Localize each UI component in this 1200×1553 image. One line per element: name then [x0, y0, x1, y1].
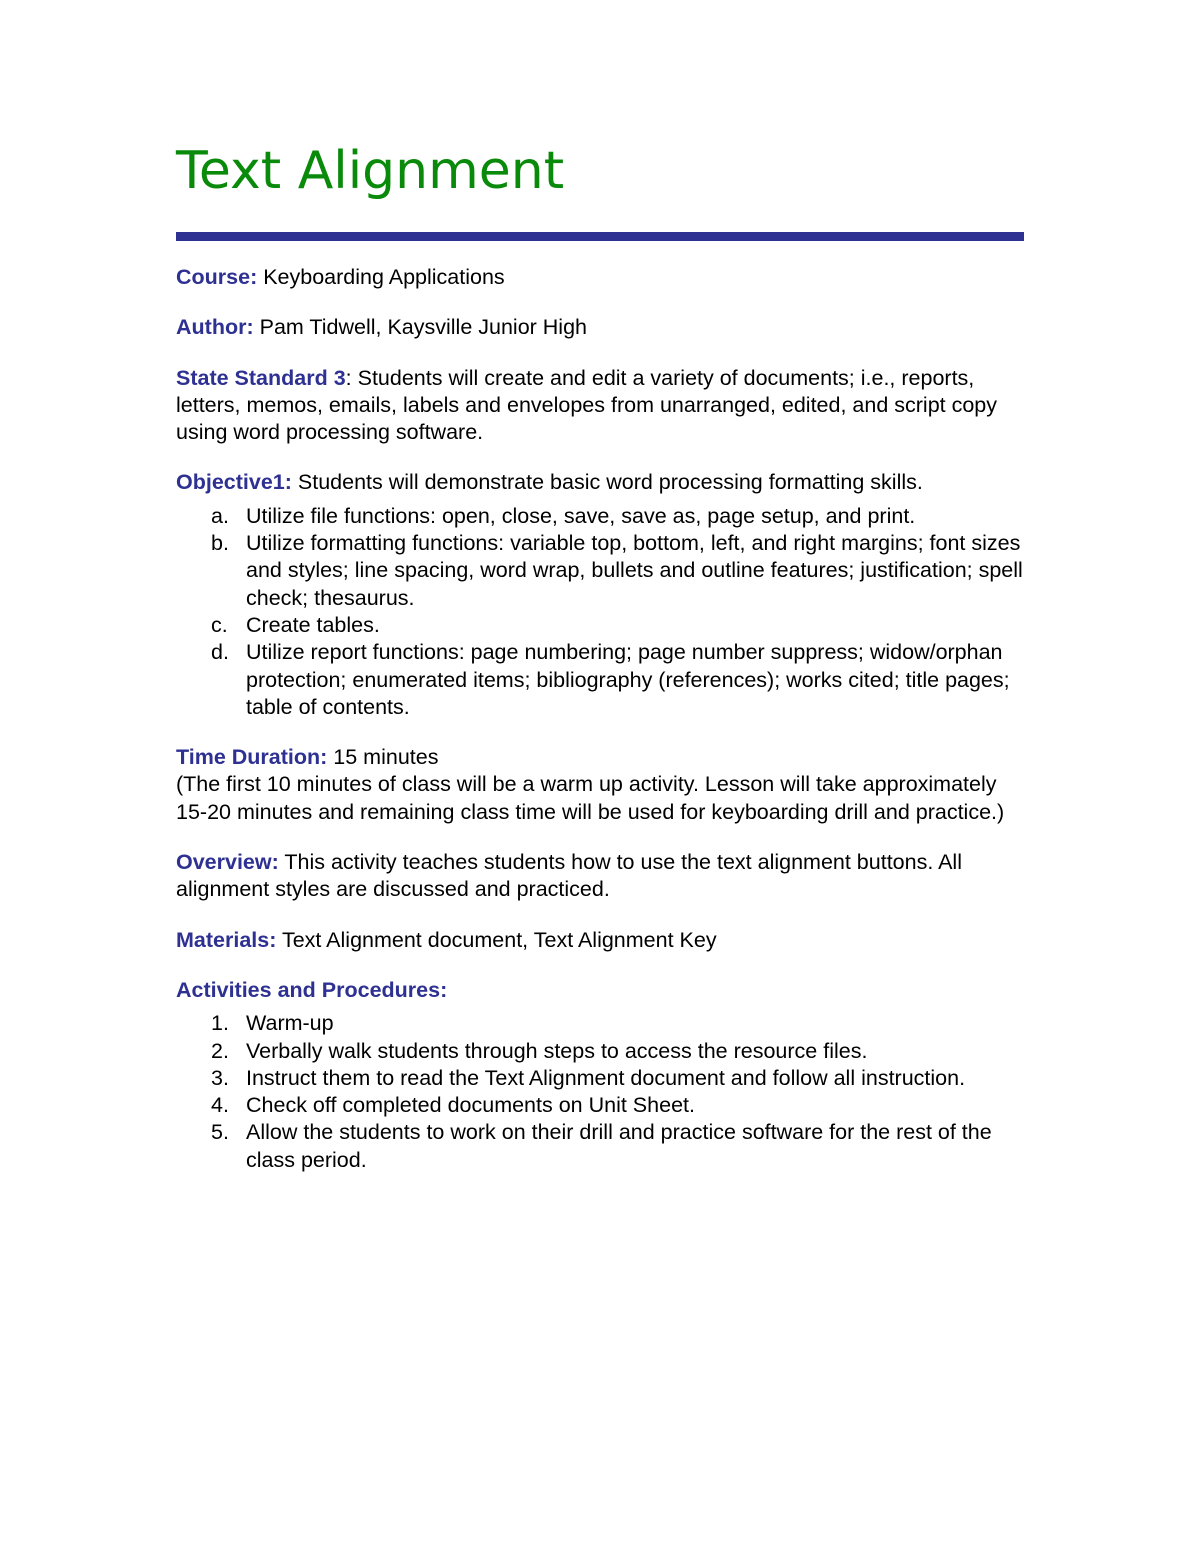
list-item-text: Instruct them to read the Text Alignment document and follow all instruction. [246, 1065, 966, 1090]
list-marker: d. [211, 640, 229, 665]
overview-label: Overview: [176, 850, 279, 875]
standard-label: State Standard 3 [176, 365, 346, 390]
objective-item [176, 612, 1024, 639]
duration-paragraph [176, 744, 1024, 826]
duration-value: 15 minutes [327, 745, 439, 770]
list-marker: 1. [211, 1011, 229, 1036]
list-marker: b. [211, 531, 229, 556]
duration-note: (The first 10 minutes of class will be a warm up activity. Lesson will take approximately 15-20 minutes and remaining class time will be used for keyboarding drill and practice.) [176, 772, 1005, 824]
course-label: Course: [176, 265, 258, 289]
page-title: Text Alignment [176, 141, 565, 201]
list-item-text: Check off completed documents on Unit Sheet. [246, 1093, 695, 1118]
activities-label: Activities and Procedures: [176, 977, 448, 1002]
overview-paragraph [176, 849, 1024, 904]
standard-value: : Students will create and edit a variety of documents; i.e., reports, letters, memos, emails, labels and envelopes from unarranged, edited, and script copy using word processing software. [176, 365, 998, 445]
list-marker: 4. [211, 1093, 229, 1118]
objective-item [176, 530, 1024, 612]
activities-heading [176, 977, 1024, 1004]
list-item-text: Utilize file functions: open, close, save, save as, page setup, and print. [246, 503, 916, 528]
list-marker: c. [211, 612, 228, 637]
author-value: Pam Tidwell, Kaysville Junior High [253, 315, 588, 340]
materials-line [176, 927, 1024, 954]
materials-label: Materials: [176, 927, 277, 952]
course-line [176, 264, 1024, 291]
list-item-text: Create tables. [246, 612, 380, 637]
objective-line [176, 469, 1024, 496]
list-item-text: Allow the students to work on their drill and practice software for the rest of the class period. [246, 1120, 992, 1172]
list-item-text: Verbally walk students through steps to access the resource files. [246, 1038, 868, 1063]
standard-paragraph [176, 365, 1024, 447]
title-divider [176, 232, 1024, 241]
objective-item [176, 503, 1024, 530]
objective-list [176, 503, 1024, 721]
activities-list [176, 1010, 1024, 1174]
list-item-text: Utilize report functions: page numbering; page number suppress; widow/orphan protection; enumerated items; bibliography (references); works cited; title pages; table of contents. [246, 640, 1010, 719]
list-marker: a. [211, 503, 229, 528]
lesson-body [176, 264, 1024, 1197]
activity-item [176, 1010, 1024, 1037]
list-item-text: Utilize formatting functions: variable top, bottom, left, and right margins; font sizes and styles; line spacing, word wrap, bullets and outline features; justification; spell check; thesaurus. [246, 531, 1023, 610]
objective-label: Objective1: [176, 470, 292, 495]
list-marker: 2. [211, 1038, 229, 1063]
list-marker: 5. [211, 1120, 229, 1145]
list-marker: 3. [211, 1065, 229, 1090]
author-label: Author: [176, 315, 254, 340]
course-value: Keyboarding Applications [257, 265, 505, 289]
activity-item [176, 1065, 1024, 1092]
activity-item [176, 1119, 1024, 1174]
materials-value: Text Alignment document, Text Alignment Key [276, 927, 717, 952]
activity-item [176, 1038, 1024, 1065]
duration-label: Time Duration: [176, 745, 328, 770]
activity-item [176, 1092, 1024, 1119]
objective-item [176, 639, 1024, 721]
overview-value: This activity teaches students how to use the text alignment buttons. All alignment styles are discussed and practiced. [176, 850, 962, 902]
objective-value: Students will demonstrate basic word processing formatting skills. [291, 470, 923, 495]
author-line [176, 314, 1024, 341]
list-item-text: Warm-up [246, 1011, 334, 1036]
